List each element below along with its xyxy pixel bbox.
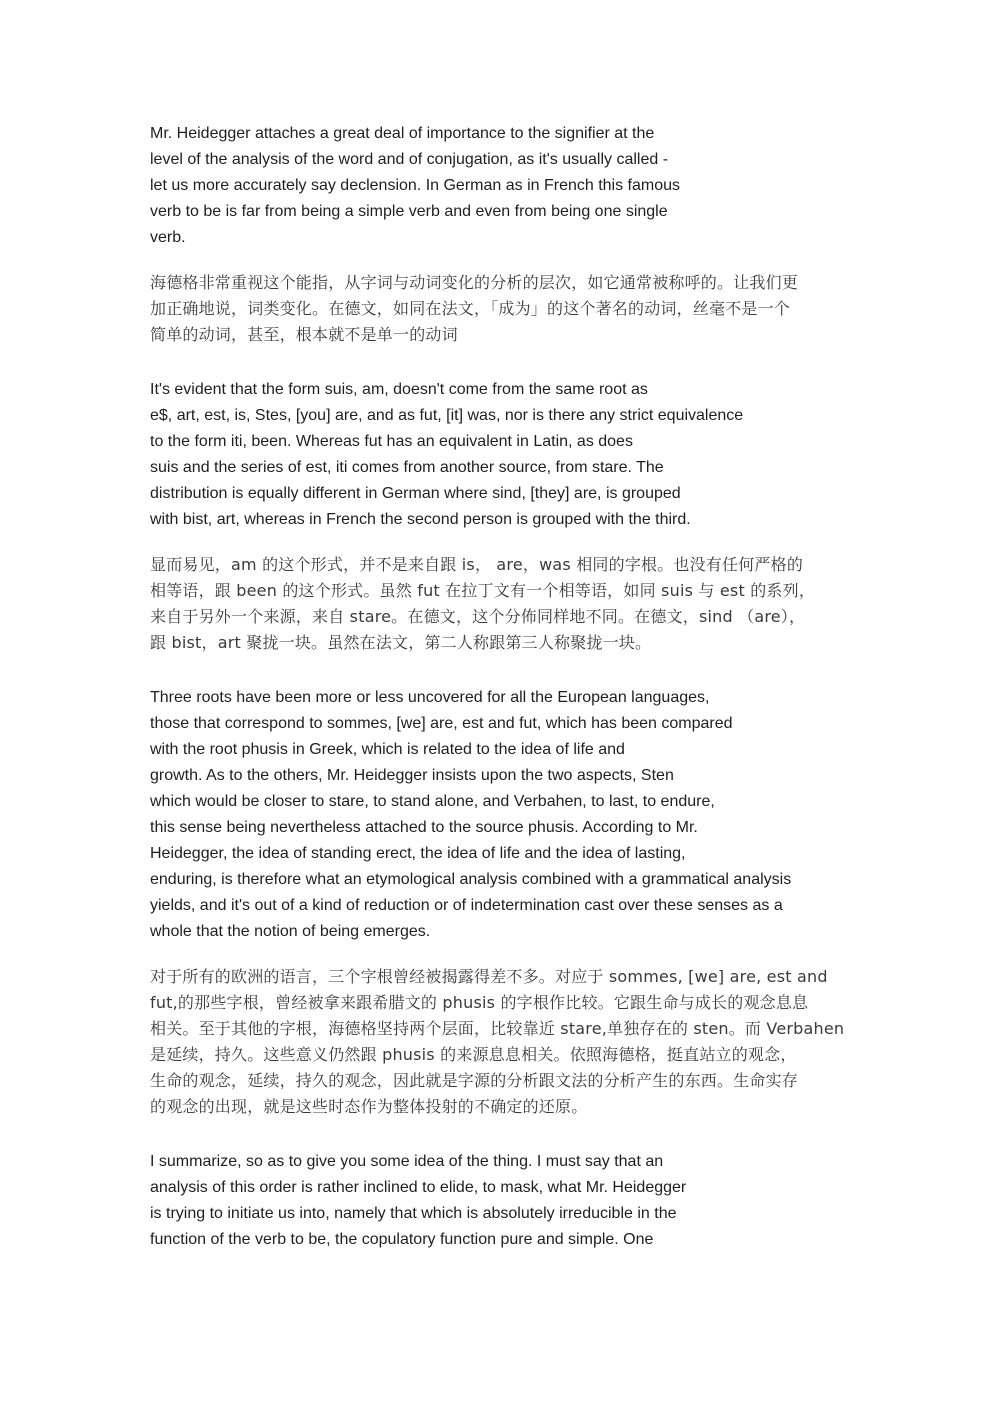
text-line: 加正确地说，词类变化。在德文，如同在法文，「成为」的这个著名的动词，丝毫不是一个 — [150, 299, 791, 318]
text-line: It's evident that the form suis, am, doesn't come from the same root as — [150, 381, 648, 398]
paragraph-en-3 — [150, 685, 850, 945]
text-line: whole that the notion of being emerges. — [150, 923, 431, 940]
text-line: level of the analysis of the word and of conjugation, as it's usually called - — [150, 151, 669, 168]
text-line: which would be closer to stare, to stand alone, and Verbahen, to last, to endure, — [150, 793, 715, 810]
text-line: this sense being nevertheless attached to the source phusis. According to Mr. — [150, 819, 698, 836]
text-line: to the form iti, been. Whereas fut has an equivalent in Latin, as does — [150, 433, 633, 450]
paragraph-zh-1 — [150, 270, 850, 348]
text-line: fut,的那些字根，曾经被拿来跟希腊文的 phusis 的字根作比较。它跟生命与成长的观念息息 — [150, 993, 809, 1012]
text-line: 跟 bist，art 聚拢一块。虽然在法文，第二人称跟第三人称聚拢一块。 — [150, 633, 652, 652]
text-line: 对于所有的欧洲的语言，三个字根曾经被揭露得差不多。对应于 sommes, [we] are, est and — [150, 967, 828, 986]
text-line: with the root phusis in Greek, which is related to the idea of life and — [150, 741, 625, 758]
text-line: is trying to initiate us into, namely that which is absolutely irreducible in the — [150, 1205, 677, 1222]
text-line: analysis of this order is rather inclined to elide, to mask, what Mr. Heidegger — [150, 1179, 687, 1196]
text-line: 相等语，跟 been 的这个形式。虽然 fut 在拉丁文有一个相等语，如同 suis 与 est 的系列， — [150, 581, 816, 600]
text-line: 相关。至于其他的字根，海德格坚持两个层面，比较靠近 stare,单独存在的 sten。而 Verbahen — [150, 1019, 845, 1038]
paragraph-zh-3 — [150, 964, 850, 1120]
text-line: yields, and it's out of a kind of reduction or of indetermination cast over these senses as a — [150, 897, 783, 914]
text-line: Mr. Heidegger attaches a great deal of importance to the signifier at the — [150, 125, 655, 142]
paragraph-en-2 — [150, 377, 850, 533]
text-line: growth. As to the others, Mr. Heidegger insists upon the two aspects, Sten — [150, 767, 674, 784]
text-line: Three roots have been more or less uncovered for all the European languages, — [150, 689, 710, 706]
text-line: enduring, is therefore what an etymological analysis combined with a grammatical analysis — [150, 871, 792, 888]
text-line: Heidegger, the idea of standing erect, the idea of life and the idea of lasting, — [150, 845, 686, 862]
text-line: suis and the series of est, iti comes from another source, from stare. The — [150, 459, 664, 476]
paragraph-zh-2 — [150, 552, 850, 656]
text-line: verb. — [150, 229, 186, 246]
text-line: verb to be is far from being a simple verb and even from being one single — [150, 203, 668, 220]
text-line: with bist, art, whereas in French the second person is grouped with the third. — [150, 511, 691, 528]
text-line: distribution is equally different in German where sind, [they] are, is grouped — [150, 485, 681, 502]
text-line: 简单的动词，甚至，根本就不是单一的动词 — [150, 325, 458, 344]
document-body — [150, 121, 850, 1253]
text-line: e$, art, est, is, Stes, [you] are, and as fut, [it] was, nor is there any strict equivalence — [150, 407, 744, 424]
text-line: 来自于另外一个来源，来自 stare。在德文，这个分佈同样地不同。在德文，sind （are）， — [150, 607, 806, 626]
text-line: I summarize, so as to give you some idea of the thing. I must say that an — [150, 1153, 664, 1170]
text-line: 生命的观念，延续，持久的观念，因此就是字源的分析跟文法的分析产生的东西。生命实存 — [150, 1071, 799, 1090]
text-line: 显而易见，am 的这个形式，并不是来自跟 is， are，was 相同的字根。也没有任何严格的 — [150, 555, 804, 574]
text-line: 海德格非常重视这个能指，从字词与动词变化的分析的层次，如它通常被称呼的。让我们更 — [150, 273, 799, 292]
text-line: 是延续，持久。这些意义仍然跟 phusis 的来源息息相关。依照海德格，挺直站立的观念， — [150, 1045, 797, 1064]
paragraph-en-4 — [150, 1149, 850, 1253]
text-line: 的观念的出现，就是这些时态作为整体投射的不确定的还原。 — [150, 1097, 588, 1116]
text-line: function of the verb to be, the copulatory function pure and simple. One — [150, 1231, 654, 1248]
text-line: those that correspond to sommes, [we] are, est and fut, which has been compared — [150, 715, 733, 732]
paragraph-en-1 — [150, 121, 850, 251]
text-line: let us more accurately say declension. In German as in French this famous — [150, 177, 681, 194]
